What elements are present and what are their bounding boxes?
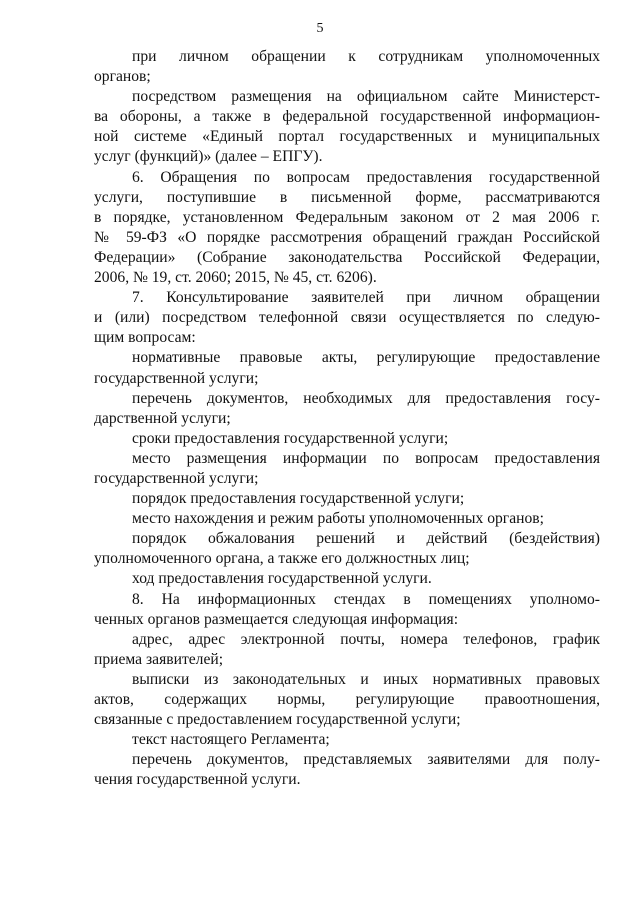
text-line: уполномоченного органа, а также его должностных лиц; — [94, 550, 470, 568]
text-line: выписки из законодательных и иных нормативных правовых — [132, 670, 600, 688]
text-line: текст настоящего Регламента; — [132, 731, 330, 749]
text-line: актов, содержащих нормы, регулирующие правоотношения, — [94, 691, 600, 708]
text-line: Федерации» (Собрание законодательства Российской Федерации, — [94, 248, 600, 266]
text-line: дарственной услуги; — [94, 409, 231, 427]
text-line: адрес, адрес электронной почты, номера телефонов, график — [132, 630, 600, 648]
text-line: услуг (функций)» (далее – ЕПГУ). — [94, 148, 323, 166]
text-line: перечень документов, представляемых заявителями для полу- — [132, 751, 600, 769]
text-line: государственной услуги; — [94, 469, 259, 487]
text-line: ной системе «Единый портал государственных и муниципальных — [94, 128, 600, 146]
text-line: чения государственной услуги. — [94, 771, 301, 789]
text-line: порядок предоставления государственной услуги; — [132, 490, 465, 508]
text-line: приема заявителей; — [94, 650, 224, 668]
text-line: в порядке, установленном Федеральным законом от 2 мая 2006 г. — [94, 208, 600, 226]
text-line: порядок обжалования решений и действий (бездействия) — [132, 530, 600, 548]
text-line: связанные с предоставлением государственной услуги; — [94, 711, 461, 729]
text-line: щим вопросам: — [94, 329, 196, 347]
text-line: 6. Обращения по вопросам предоставления государственной — [132, 168, 600, 186]
text-line: нормативные правовые акты, регулирующие предоставление — [132, 349, 600, 367]
text-line: органов; — [94, 68, 151, 86]
text-line: и (или) посредством телефонной связи осуществляется по следую- — [94, 309, 600, 327]
text-line: ченных органов размещается следующая информация: — [94, 610, 459, 628]
text-line: услуги, поступившие в письменной форме, рассматриваются — [94, 188, 600, 206]
text-line: ход предоставления государственной услуги. — [132, 570, 432, 588]
text-line: перечень документов, необходимых для предоставления госу- — [132, 389, 600, 407]
text-line: место размещения информации по вопросам предоставления — [132, 449, 600, 467]
text-line: ва обороны, а также в федеральной государственной информацион- — [94, 108, 600, 126]
text-line: посредством размещения на официальном сайте Министерст- — [132, 88, 600, 106]
text-line: 8. На информационных стендах в помещениях уполномо- — [132, 590, 600, 608]
text-line: при личном обращении к сотрудникам уполномоченных — [132, 48, 600, 65]
text-line: государственной услуги; — [94, 369, 259, 387]
text-line: место нахождения и режим работы уполномоченных органов; — [132, 510, 544, 528]
text-line: № 59-ФЗ «О порядке рассмотрения обращений граждан Российской — [94, 228, 600, 246]
text-line: 2006, № 19, ст. 2060; 2015, № 45, ст. 6206). — [94, 269, 377, 287]
page-number: 5 — [316, 21, 324, 36]
document-body — [94, 47, 600, 790]
text-line: сроки предоставления государственной услуги; — [132, 429, 449, 447]
text-line: 7. Консультирование заявителей при личном обращении — [132, 289, 600, 307]
